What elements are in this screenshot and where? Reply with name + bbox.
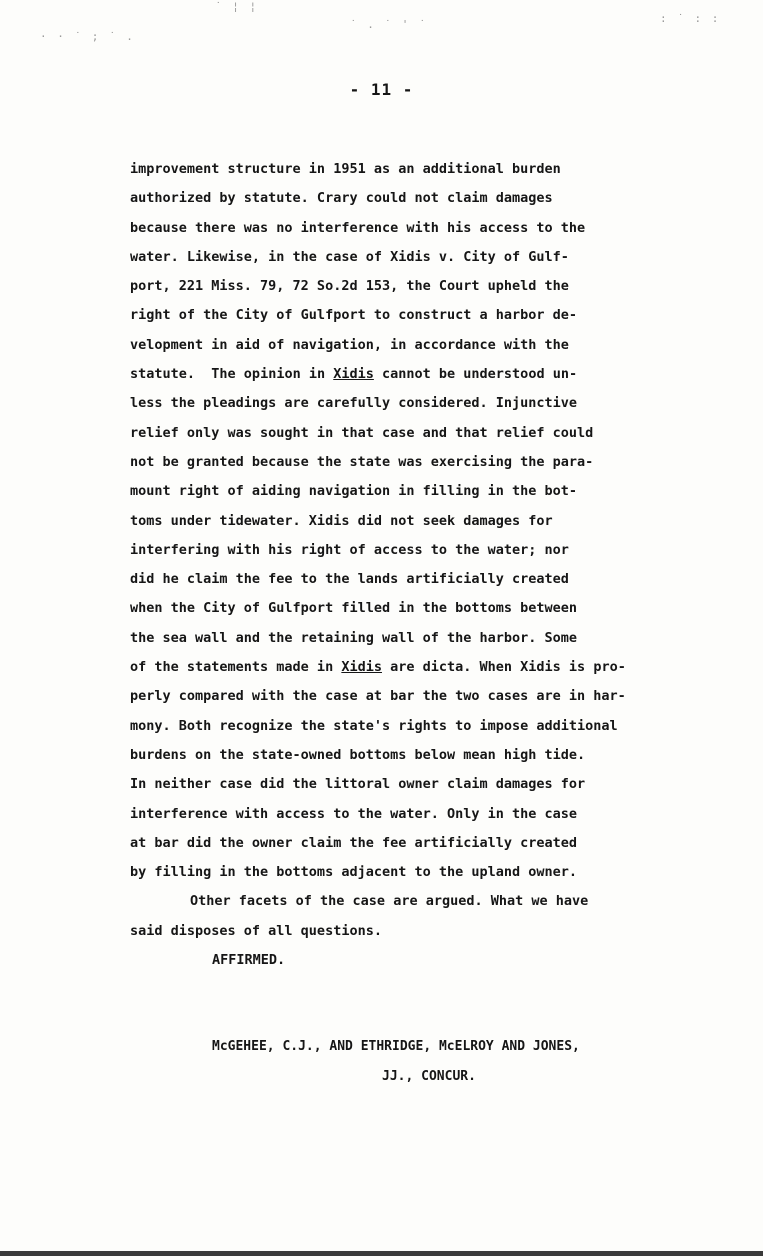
text-line: statute. (130, 366, 196, 383)
text-line: at bar did the owner claim the fee artificially created (130, 834, 578, 851)
text-line: improvement structure in 1951 as an additional burden (130, 161, 561, 177)
text-line: interference with access to the water. Only in the case (130, 805, 578, 822)
text-line: of the statements made in (130, 659, 334, 676)
text-line: burdens on the state-owned bottoms below mean high tide. (130, 746, 586, 763)
case-name-underlined: Xidis (333, 366, 374, 383)
text-line: port, 221 Miss. 79, 72 So.2d 153, the Court upheld the (130, 278, 569, 295)
text-line: relief only was sought in that case and that relief could (130, 424, 594, 441)
case-name-underlined: Xidis (341, 659, 382, 676)
scan-bottom-edge (0, 1251, 763, 1256)
text-line: interfering with his right of access to the water; nor (130, 541, 569, 558)
concur-line: JJ., CONCUR. (382, 1069, 476, 1084)
text-line: right of the City of Gulfport to construct a harbor de- (130, 307, 578, 324)
text-line: the sea wall and the retaining wall of the harbor. Some (130, 629, 578, 646)
text-line (130, 360, 690, 389)
text-line: water. Likewise, in the case of Xidis v. City of Gulf- (130, 248, 569, 265)
page-number: - 11 - (349, 80, 414, 99)
scan-noise: ˙ . ˙ ' ˙ (350, 18, 428, 31)
scan-noise: ˙ ¦ ¦ (215, 0, 259, 13)
text-segment: The opinion in (211, 366, 326, 383)
text-line: when the City of Gulfport filled in the bottoms between (130, 600, 578, 617)
closing-paragraph-line: said disposes of all questions. (130, 922, 382, 939)
disposition: AFFIRMED. (212, 952, 286, 969)
text-line: did he claim the fee to the lands artificially created (130, 571, 569, 588)
text-line: because there was no interference with his access to the (130, 219, 586, 236)
opinion-body (130, 155, 690, 975)
concurring-justices: McGEHEE, C.J., AND ETHRIDGE, McELROY AND JONES, (212, 1039, 580, 1054)
text-line: In neither case did the littoral owner claim damages for (130, 776, 586, 793)
text-line: perly compared with the case at bar the two cases are in har- (130, 688, 626, 705)
text-segment: are dicta. When Xidis is pro- (390, 659, 626, 676)
closing-paragraph-line: Other facets of the case are argued. What we have (190, 893, 589, 910)
text-line: mount right of aiding navigation in filling in the bot- (130, 483, 578, 500)
text-line (130, 653, 690, 682)
concurrence-block (130, 1032, 690, 1092)
text-line: less the pleadings are carefully considered. Injunctive (130, 395, 578, 412)
text-segment: cannot be understood un- (382, 366, 578, 383)
text-line: velopment in aid of navigation, in accordance with the (130, 336, 569, 353)
text-line: toms under tidewater. Xidis did not seek damages for (130, 512, 553, 529)
text-line: not be granted because the state was exercising the para- (130, 453, 594, 470)
scan-noise: : ˙ : : (660, 12, 721, 25)
scan-noise: · · ˙ ; ˙ . (40, 30, 135, 43)
text-line: authorized by statute. Crary could not claim damages (130, 190, 553, 207)
text-line: mony. Both recognize the state's rights to impose additional (130, 717, 618, 734)
text-line: by filling in the bottoms adjacent to the upland owner. (130, 864, 578, 881)
